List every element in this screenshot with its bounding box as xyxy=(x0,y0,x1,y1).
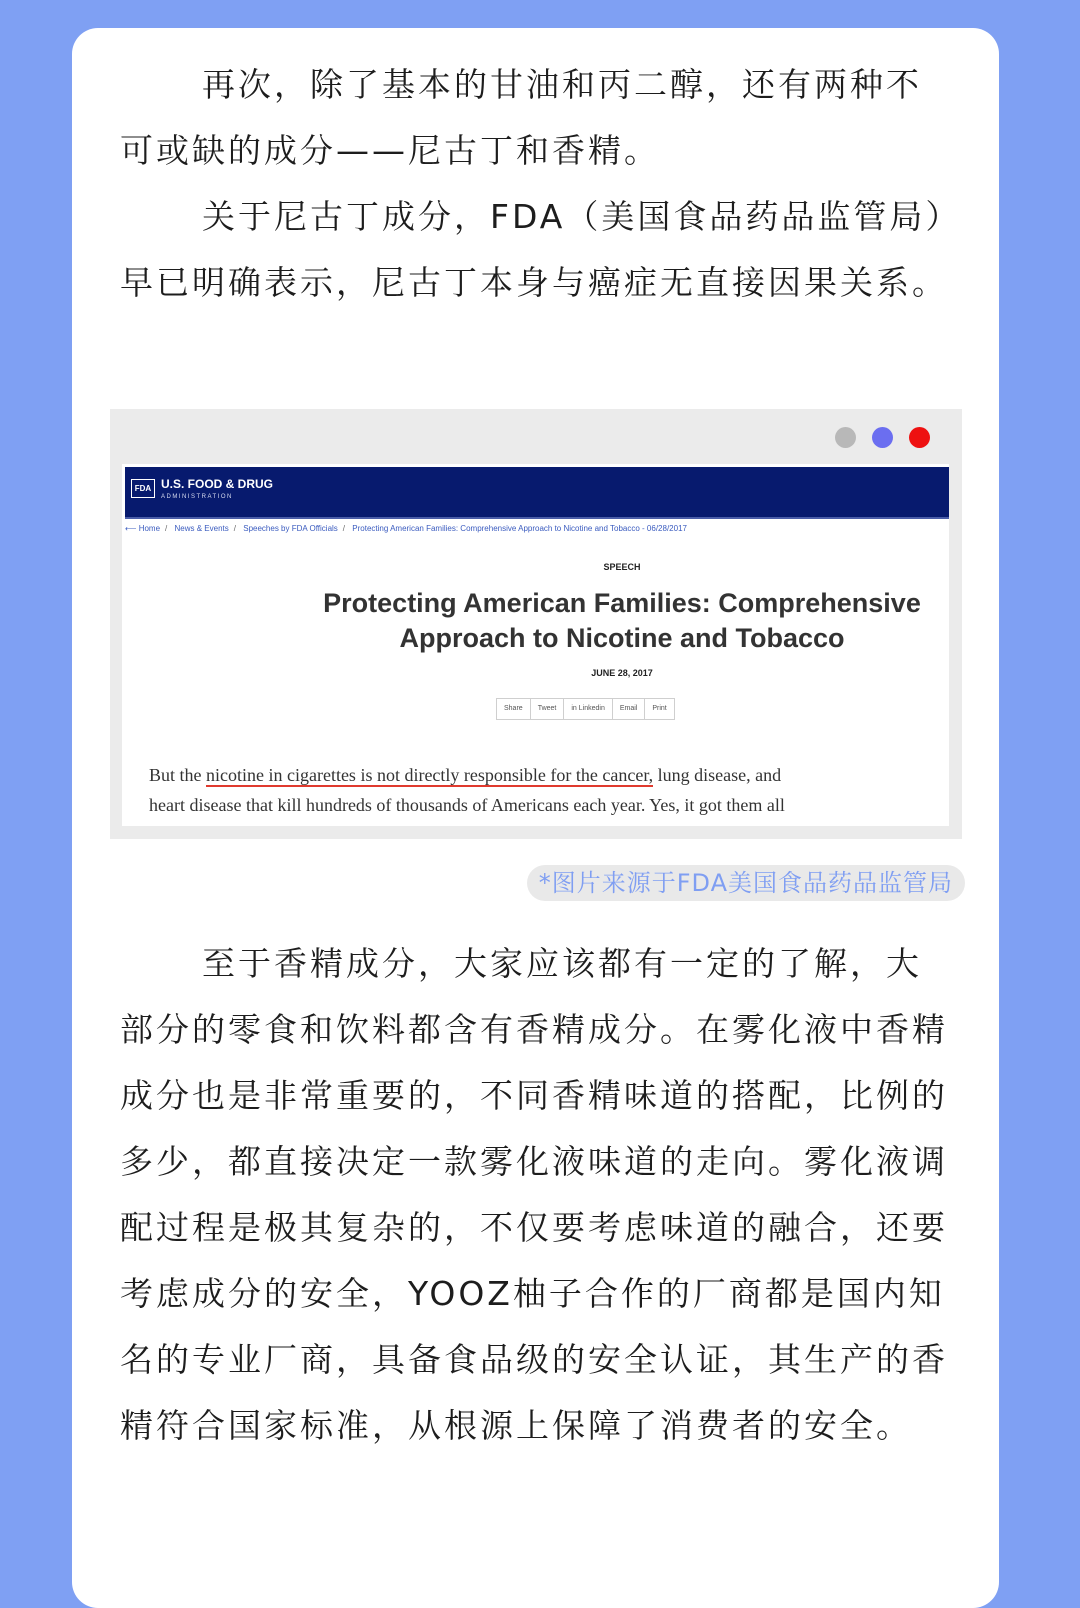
speech-label: SPEECH xyxy=(603,562,641,572)
window-dots xyxy=(835,427,930,448)
breadcrumb-news[interactable]: News & Events xyxy=(174,524,229,533)
underlined-quote: nicotine in cigarettes is not directly responsible for the cancer, xyxy=(206,765,654,785)
share-button[interactable]: Share xyxy=(497,699,531,719)
red-dot-icon xyxy=(909,427,930,448)
gray-dot-icon xyxy=(835,427,856,448)
fda-webpage xyxy=(122,464,949,826)
fda-subtitle: ADMINISTRATION xyxy=(161,494,233,500)
paragraph-fda-statement: 关于尼古丁成分，FDA（美国食品药品监管局）早已明确表示，尼古丁本身与癌症无直接因果关系。 xyxy=(120,197,948,302)
print-button[interactable]: Print xyxy=(652,705,667,712)
linkedin-button[interactable]: in Linkedin xyxy=(564,699,612,719)
image-source-caption: *图片来源于FDA美国食品药品监管局 xyxy=(527,865,965,901)
back-arrow-icon: ⟵ xyxy=(125,524,137,533)
share-bar xyxy=(496,698,675,720)
blue-dot-icon xyxy=(872,427,893,448)
fda-logo: FDA xyxy=(131,479,155,498)
breadcrumb: ⟵ Home / News & Events / Speeches by FDA Officials / Protecting American Families: Comprehensive Approach to Nicotine and Tobacco - 06/28/2017 xyxy=(125,524,687,533)
breadcrumb-current: Protecting American Families: Comprehensive Approach to Nicotine and Tobacco - 06/28/2017 xyxy=(352,524,687,533)
paragraph-ingredients: 再次，除了基本的甘油和丙二醇，还有两种不可或缺的成分——尼古丁和香精。 xyxy=(120,65,922,170)
email-button[interactable]: Email xyxy=(613,699,646,719)
speech-title: Protecting American Families: Comprehensive Approach to Nicotine and Tobacco xyxy=(323,588,921,653)
paragraph-flavor: 至于香精成分，大家应该都有一定的了解，大部分的零食和饮料都含有香精成分。在雾化液中香精成分也是非常重要的，不同香精味道的搭配，比例的多少，都直接决定一款雾化液味道的走向。雾化液调配过程是极其复杂的，不仅要考虑味道的融合，还要考虑成分的安全，YOOZ柚子合作的厂商都是国内知名的专业厂商，具备食品级的安全认证，其生产的香精符合国家标准，从根源上保障了消费者的安全。 xyxy=(120,944,948,1445)
speech-date: JUNE 28, 2017 xyxy=(591,668,653,678)
breadcrumb-home[interactable]: Home xyxy=(138,524,161,533)
tweet-button[interactable]: Tweet xyxy=(531,699,565,719)
fda-screenshot-figure xyxy=(110,409,962,839)
article-card xyxy=(72,28,999,1608)
fda-header xyxy=(125,467,949,519)
breadcrumb-speeches[interactable]: Speeches by FDA Officials xyxy=(243,524,338,533)
fda-name: U.S. FOOD & DRUG xyxy=(161,477,274,491)
speech-quote: But the nicotine in cigarettes is not directly responsible for the cancer, lung disease, and heart disease that kill hundreds of thousands of Americans each year. Yes, it got them all xyxy=(149,765,785,815)
